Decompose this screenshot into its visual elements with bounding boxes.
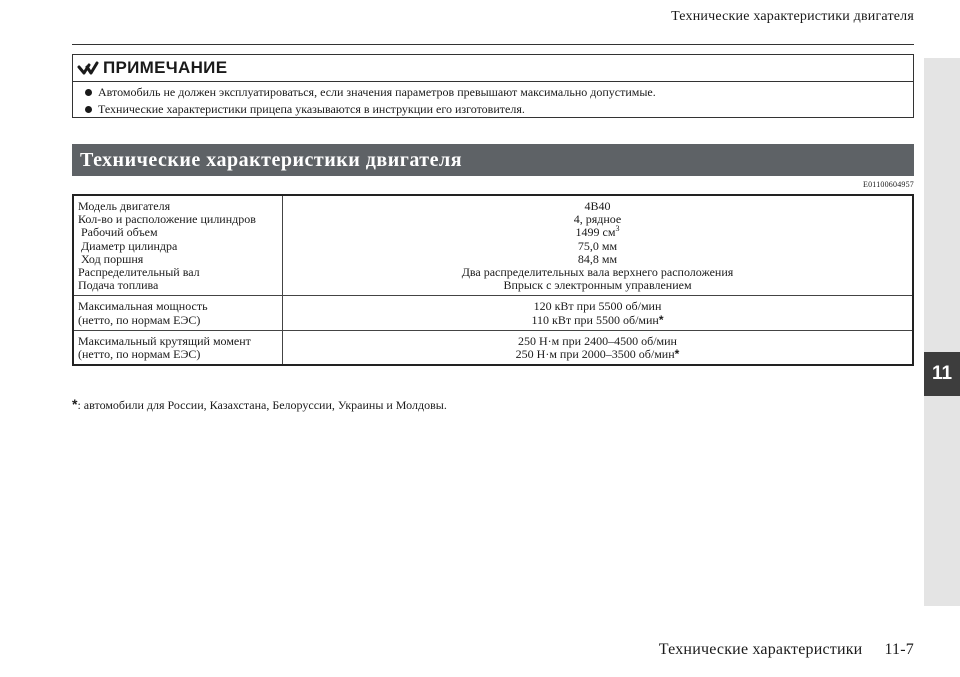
label-stroke: Ход поршня — [81, 251, 144, 266]
label-fuel-supply: Подача топлива — [78, 278, 159, 293]
footnote — [72, 396, 447, 413]
footnote-text: : автомобили для России, Казахстана, Белоруссии, Украины и Молдовы. — [77, 398, 447, 412]
value-camshaft: Два распределительных вала верхнего расположения — [461, 265, 734, 280]
label-cell — [73, 330, 283, 365]
note-box — [72, 54, 914, 118]
note-title: ПРИМЕЧАНИЕ — [103, 58, 228, 77]
value-max-torque-2-row — [287, 348, 908, 361]
value-cell — [283, 195, 914, 296]
label-cylinders: Кол-во и расположение цилиндров — [78, 212, 256, 227]
label-max-power: Максимальная мощность — [78, 299, 208, 314]
footnote-marker: * — [72, 396, 78, 412]
page-number: 11-7 — [884, 641, 914, 658]
label-camshaft: Распределительный вал — [78, 265, 200, 280]
label-displacement: Рабочий объем — [81, 225, 158, 240]
value-max-power-2-row — [287, 314, 908, 327]
label-bore: Диаметр цилиндра — [81, 238, 178, 253]
header-rule — [72, 44, 914, 45]
value-displacement: 1499 см — [575, 225, 616, 240]
note-item-text: Технические характеристики прицепа указываются в инструкции его изготовителя. — [98, 102, 525, 116]
value-cell — [283, 296, 914, 330]
bullet-icon — [85, 106, 92, 113]
value-max-power-2: 110 кВт при 5500 об/мин — [531, 312, 659, 327]
checkmark-icon — [77, 59, 99, 77]
superscript: 3 — [615, 224, 620, 234]
side-tab-strip — [924, 58, 960, 606]
value-stroke: 84,8 мм — [577, 251, 618, 266]
running-head: Технические характеристики двигателя — [671, 9, 914, 24]
chapter-tab[interactable]: 11 — [924, 352, 960, 396]
value-max-torque-1: 250 Н·м при 2400–4500 об/мин — [518, 333, 677, 348]
asterisk-marker: * — [658, 312, 664, 327]
label-engine-model: Модель двигателя — [78, 199, 171, 213]
label-cell — [73, 195, 283, 296]
value-engine-model: 4B40 — [584, 199, 611, 213]
table-row — [73, 296, 913, 330]
label-cell — [73, 296, 283, 330]
table-row — [73, 330, 913, 365]
document-code: E01100604957 — [863, 180, 914, 189]
page-footer — [659, 641, 914, 659]
note-item — [85, 101, 913, 118]
label-max-torque-note: (нетто, по нормам ЕЭС) — [78, 347, 201, 362]
footer-section: Технические характеристики — [658, 641, 863, 658]
note-list — [73, 82, 913, 118]
label-max-torque: Максимальный крутящий момент — [78, 333, 251, 348]
note-item-text: Автомобиль не должен эксплуатироваться, если значения параметров превышают максимально допустимые. — [98, 85, 656, 99]
note-item — [85, 84, 913, 101]
value-displacement-row — [287, 226, 908, 239]
bullet-icon — [85, 89, 92, 96]
value-max-torque-2: 250 Н·м при 2000–3500 об/мин — [515, 347, 675, 362]
value-cylinders: 4, рядное — [573, 212, 622, 227]
value-max-power-1: 120 кВт при 5500 об/мин — [533, 299, 662, 314]
value-cell — [283, 330, 914, 365]
spec-table — [72, 194, 914, 366]
asterisk-marker: * — [674, 347, 680, 362]
table-row — [73, 195, 913, 296]
value-fuel-supply: Впрыск с электронным управлением — [503, 278, 692, 293]
value-bore: 75,0 мм — [577, 238, 618, 253]
label-max-power-note: (нетто, по нормам ЕЭС) — [78, 312, 201, 327]
section-title: Технические характеристики двигателя — [72, 144, 914, 176]
note-header — [73, 55, 913, 82]
